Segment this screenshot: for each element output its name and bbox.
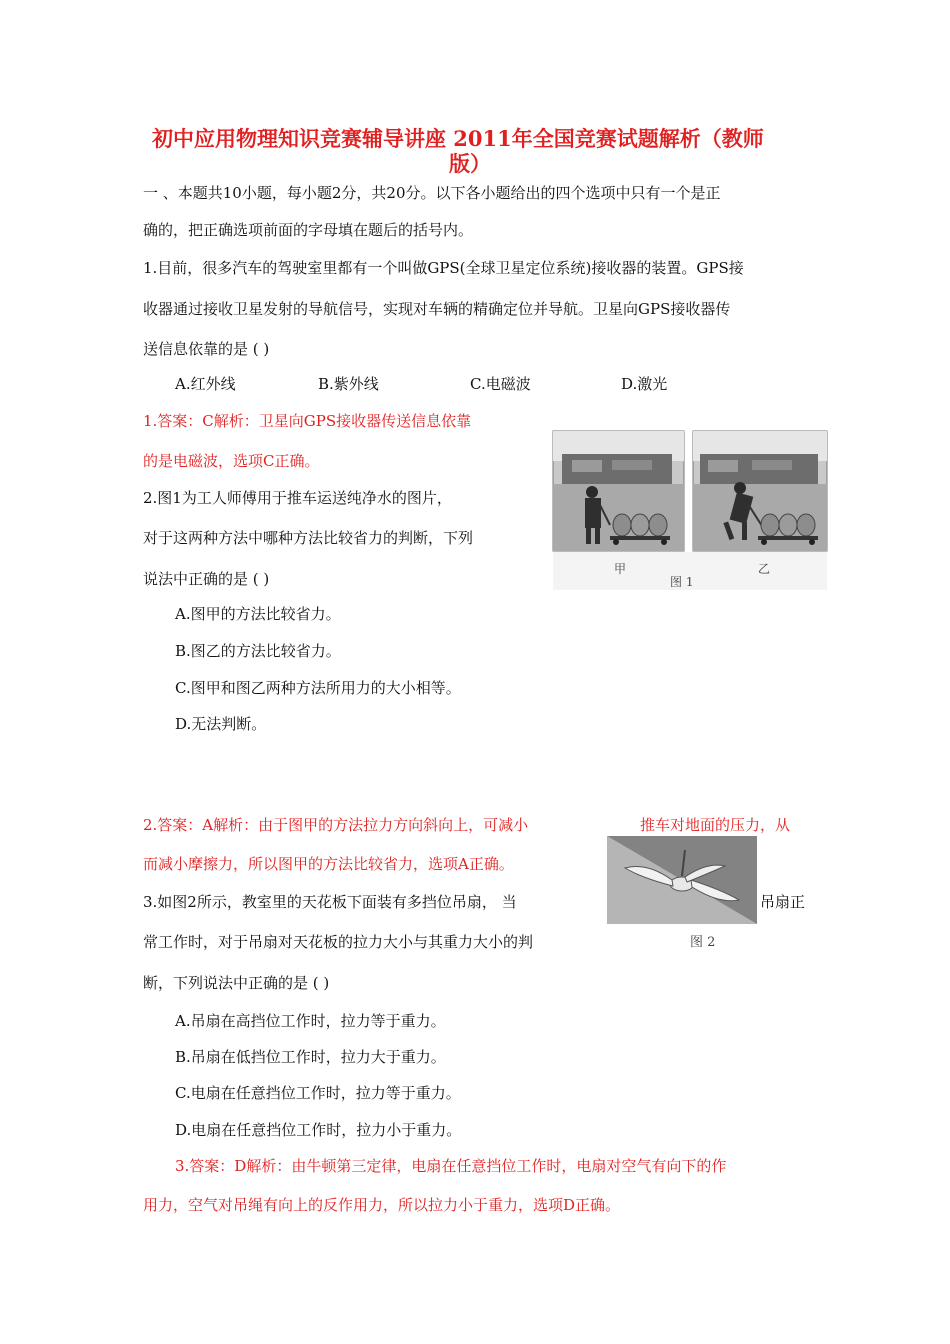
figure-1 [552,430,830,592]
q1-stem-line1: 1.目前，很多汽车的驾驶室里都有一个叫做GPS(全球卫星定位系统)接收器的装置。GPS接 [143,259,744,277]
q2-option-a: A.图甲的方法比较省力。 [175,605,341,623]
q2-stem-line2: 对于这两种方法中哪种方法比较省力的判断，下列 [143,529,474,547]
q1-option-b: B.紫外线 [318,375,379,393]
page-title-line2: 版） [449,151,491,176]
q1-option-c: C.电磁波 [470,375,531,393]
q2-option-d: D.无法判断。 [175,715,267,733]
q3-stem-line2: 常工作时，对于吊扇对天花板的拉力大小与其重力大小的判 [143,933,534,951]
section-instructions-line1: 一 、本题共10小题，每小题2分，共20分。以下各小题给出的四个选项中只有一个是正 [143,184,721,202]
q2-answer-line1a: 2.答案：A解析：由于图甲的方法拉力方向斜向上，可减小 [143,816,529,834]
figure-2-caption: 图 2 [690,935,716,950]
q2-stem-line1: 2.图1为工人师傅用于推车运送纯净水的图片， [143,489,452,507]
q3-stem-line1b: 吊扇正 [760,893,806,911]
figure-2 [607,832,757,950]
q3-option-d: D.电扇在任意挡位工作时，拉力小于重力。 [175,1121,462,1139]
q1-stem-line2: 收器通过接收卫星发射的导航信号，实现对车辆的精确定位并导航。卫星向GPS接收器传 [143,300,731,318]
q3-answer-line2: 用力，空气对吊绳有向上的反作用力，所以拉力小于重力，选项D正确。 [143,1196,621,1214]
q1-option-a: A.红外线 [175,375,236,393]
q2-answer-line2: 而减小摩擦力，所以图甲的方法比较省力，选项A正确。 [143,855,514,873]
q2-option-c: C.图甲和图乙两种方法所用力的大小相等。 [175,679,461,697]
figure-1-label-left: 甲 [614,562,627,576]
q3-answer-line1: 3.答案：D解析：由牛顿第三定律，电扇在任意挡位工作时，电扇对空气有向下的作 [175,1157,727,1175]
q1-answer-line2: 的是电磁波，选项C正确。 [143,452,320,470]
q1-stem-line3: 送信息依靠的是 ( ) [143,340,270,358]
q2-option-b: B.图乙的方法比较省力。 [175,642,341,660]
q1-option-d: D.激光 [621,375,668,393]
figure-1-photos [552,430,830,592]
figure-2-ceiling-fan [607,832,757,932]
q1-answer-line1: 1.答案：C解析：卫星向GPS接收器传送信息依靠 [143,412,472,430]
q3-stem-line3: 断，下列说法中正确的是 ( ) [143,974,330,992]
q3-option-c: C.电扇在任意挡位工作时，拉力等于重力。 [175,1084,461,1102]
q3-option-b: B.吊扇在低挡位工作时，拉力大于重力。 [175,1048,446,1066]
q2-answer-line1b: 推车对地面的压力，从 [640,816,791,834]
figure-1-caption: 图 1 [670,575,694,589]
figure-1-label-right: 乙 [758,562,771,576]
page-title-line1: 初中应用物理知识竞赛辅导讲座 2011年全国竞赛试题解析（教师 [152,126,764,151]
section-instructions-line2: 确的，把正确选项前面的字母填在题后的括号内。 [143,221,474,239]
q2-stem-line3: 说法中正确的是 ( ) [143,570,270,588]
q3-stem-line1a: 3.如图2所示，教室里的天花板下面装有多挡位吊扇， 当 [143,893,517,911]
q3-option-a: A.吊扇在高挡位工作时，拉力等于重力。 [175,1012,446,1030]
